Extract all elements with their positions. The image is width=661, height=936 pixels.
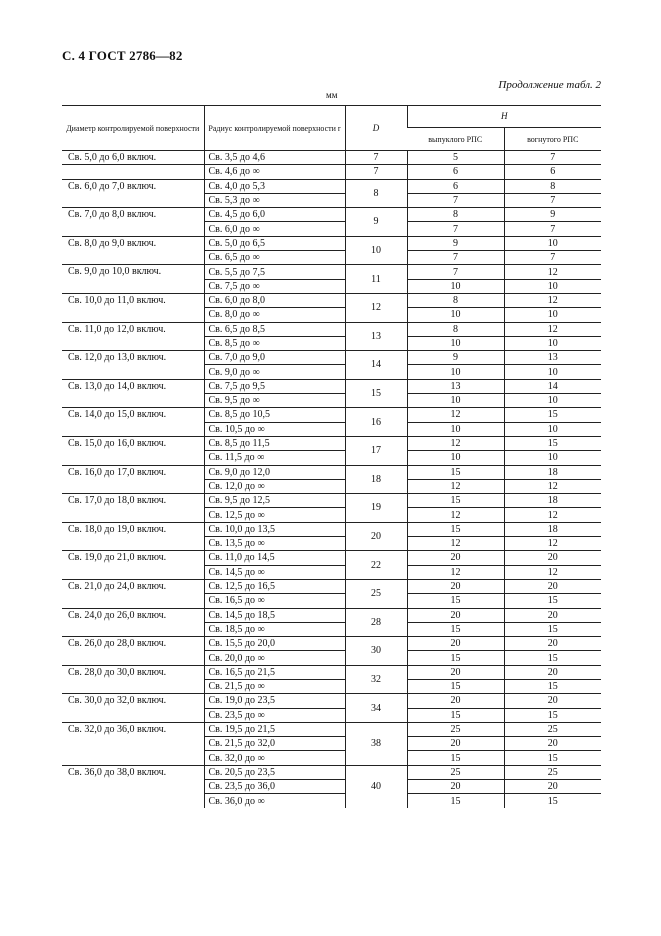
table-row — [62, 408, 601, 422]
cell-h-convex: 15 — [407, 751, 504, 765]
cell-h-convex: 25 — [407, 765, 504, 779]
cell-h-concave: 7 — [504, 251, 601, 265]
cell-h-convex: 20 — [407, 551, 504, 565]
cell-h-concave: 18 — [504, 494, 601, 508]
cell-h-convex: 6 — [407, 179, 504, 193]
cell-d: 12 — [345, 293, 407, 322]
cell-h-concave: 8 — [504, 179, 601, 193]
cell-h-concave: 15 — [504, 794, 601, 808]
table-continuation-label: Продолжение табл. 2 — [498, 79, 601, 91]
page-header: С. 4 ГОСТ 2786—82 — [62, 48, 183, 63]
cell-diameter: Св. 12,0 до 13,0 включ. — [62, 351, 204, 380]
cell-d: 22 — [345, 551, 407, 580]
cell-d: 15 — [345, 379, 407, 408]
cell-h-convex: 20 — [407, 694, 504, 708]
cell-d: 16 — [345, 408, 407, 437]
cell-h-concave: 15 — [504, 436, 601, 450]
cell-radius: Св. 4,6 до ∞ — [204, 165, 345, 179]
cell-radius: Св. 7,5 до ∞ — [204, 279, 345, 293]
cell-diameter: Св. 26,0 до 28,0 включ. — [62, 637, 204, 666]
cell-radius: Св. 5,3 до ∞ — [204, 193, 345, 207]
cell-d: 40 — [345, 765, 407, 807]
table-row — [62, 465, 601, 479]
cell-d: 32 — [345, 665, 407, 694]
cell-h-concave: 9 — [504, 208, 601, 222]
cell-h-convex: 12 — [407, 408, 504, 422]
cell-d: 18 — [345, 465, 407, 494]
cell-h-concave: 12 — [504, 293, 601, 307]
cell-h-concave: 20 — [504, 694, 601, 708]
cell-radius: Св. 9,0 до 12,0 — [204, 465, 345, 479]
cell-h-concave: 20 — [504, 780, 601, 794]
cell-radius: Св. 5,5 до 7,5 — [204, 265, 345, 279]
cell-h-convex: 20 — [407, 780, 504, 794]
cell-d: 20 — [345, 522, 407, 551]
cell-h-convex: 15 — [407, 794, 504, 808]
cell-h-convex: 10 — [407, 308, 504, 322]
table-row — [62, 165, 601, 179]
cell-h-concave: 12 — [504, 565, 601, 579]
cell-h-convex: 15 — [407, 494, 504, 508]
cell-d: 30 — [345, 637, 407, 666]
table-row — [62, 151, 601, 165]
cell-h-convex: 15 — [407, 622, 504, 636]
cell-h-convex: 6 — [407, 165, 504, 179]
cell-h-concave: 20 — [504, 637, 601, 651]
cell-h-concave: 15 — [504, 751, 601, 765]
cell-h-concave: 20 — [504, 737, 601, 751]
cell-d: 34 — [345, 694, 407, 723]
table-row — [62, 722, 601, 736]
table-row — [62, 608, 601, 622]
cell-h-convex: 7 — [407, 222, 504, 236]
table-body — [62, 151, 601, 808]
cell-h-concave: 13 — [504, 351, 601, 365]
cell-diameter: Св. 6,0 до 7,0 включ. — [62, 179, 204, 208]
cell-radius: Св. 20,5 до 23,5 — [204, 765, 345, 779]
cell-h-convex: 15 — [407, 522, 504, 536]
table-row — [62, 765, 601, 779]
table-row — [62, 379, 601, 393]
cell-radius: Св. 9,5 до ∞ — [204, 394, 345, 408]
cell-radius: Св. 7,5 до 9,5 — [204, 379, 345, 393]
cell-diameter: Св. 28,0 до 30,0 включ. — [62, 665, 204, 694]
cell-diameter: Св. 10,0 до 11,0 включ. — [62, 293, 204, 322]
cell-diameter: Св. 32,0 до 36,0 включ. — [62, 722, 204, 765]
table-row — [62, 579, 601, 593]
table-row — [62, 236, 601, 250]
cell-radius: Св. 4,5 до 6,0 — [204, 208, 345, 222]
cell-radius: Св. 5,0 до 6,5 — [204, 236, 345, 250]
cell-radius: Св. 36,0 до ∞ — [204, 794, 345, 808]
cell-h-concave: 20 — [504, 608, 601, 622]
cell-h-concave: 10 — [504, 279, 601, 293]
cell-h-concave: 10 — [504, 336, 601, 350]
cell-d: 7 — [345, 151, 407, 165]
cell-h-concave: 15 — [504, 622, 601, 636]
cell-h-convex: 7 — [407, 251, 504, 265]
cell-h-concave: 25 — [504, 722, 601, 736]
table-row — [62, 265, 601, 279]
header-h-convex: выпуклого РПС — [407, 128, 504, 151]
cell-diameter: Св. 11,0 до 12,0 включ. — [62, 322, 204, 351]
cell-diameter: Св. 15,0 до 16,0 включ. — [62, 436, 204, 465]
cell-radius: Св. 12,0 до ∞ — [204, 479, 345, 493]
cell-diameter: Св. 19,0 до 21,0 включ. — [62, 551, 204, 580]
cell-h-concave: 10 — [504, 308, 601, 322]
table-row — [62, 293, 601, 307]
cell-h-convex: 20 — [407, 608, 504, 622]
cell-d: 9 — [345, 208, 407, 237]
cell-radius: Св. 14,5 до 18,5 — [204, 608, 345, 622]
cell-h-concave: 15 — [504, 651, 601, 665]
cell-d: 25 — [345, 579, 407, 608]
table-row — [62, 551, 601, 565]
cell-h-convex: 10 — [407, 422, 504, 436]
cell-h-convex: 8 — [407, 322, 504, 336]
table-row — [62, 436, 601, 450]
cell-radius: Св. 19,5 до 21,5 — [204, 722, 345, 736]
cell-radius: Св. 32,0 до ∞ — [204, 751, 345, 765]
header-radius: Радиус контролируемой поверхности r — [204, 106, 345, 151]
cell-h-concave: 15 — [504, 679, 601, 693]
table-row — [62, 322, 601, 336]
cell-h-convex: 20 — [407, 579, 504, 593]
table-row — [62, 665, 601, 679]
cell-h-concave: 18 — [504, 465, 601, 479]
cell-h-concave: 10 — [504, 236, 601, 250]
cell-radius: Св. 6,0 до 8,0 — [204, 293, 345, 307]
cell-radius: Св. 21,5 до 32,0 — [204, 737, 345, 751]
cell-h-concave: 10 — [504, 394, 601, 408]
cell-h-convex: 15 — [407, 465, 504, 479]
cell-h-convex: 20 — [407, 637, 504, 651]
cell-h-convex: 12 — [407, 479, 504, 493]
cell-diameter: Св. 21,0 до 24,0 включ. — [62, 579, 204, 608]
cell-radius: Св. 19,0 до 23,5 — [204, 694, 345, 708]
table-row — [62, 208, 601, 222]
cell-d: 19 — [345, 494, 407, 523]
cell-h-convex: 15 — [407, 651, 504, 665]
cell-d: 28 — [345, 608, 407, 637]
table-row — [62, 522, 601, 536]
cell-h-convex: 15 — [407, 679, 504, 693]
cell-diameter: Св. 24,0 до 26,0 включ. — [62, 608, 204, 637]
cell-d: 11 — [345, 265, 407, 294]
cell-radius: Св. 6,5 до 8,5 — [204, 322, 345, 336]
cell-h-convex: 9 — [407, 351, 504, 365]
cell-h-concave: 12 — [504, 537, 601, 551]
cell-h-concave: 20 — [504, 551, 601, 565]
header-diameter: Диаметр контролируемой поверхности — [62, 106, 204, 151]
cell-h-convex: 8 — [407, 208, 504, 222]
cell-radius: Св. 12,5 до ∞ — [204, 508, 345, 522]
cell-radius: Св. 16,5 до ∞ — [204, 594, 345, 608]
cell-radius: Св. 7,0 до 9,0 — [204, 351, 345, 365]
cell-radius: Св. 15,5 до 20,0 — [204, 637, 345, 651]
cell-h-convex: 13 — [407, 379, 504, 393]
cell-diameter: Св. 5,0 до 6,0 включ. — [62, 151, 204, 165]
cell-radius: Св. 8,5 до 11,5 — [204, 436, 345, 450]
cell-radius: Св. 14,5 до ∞ — [204, 565, 345, 579]
cell-radius: Св. 20,0 до ∞ — [204, 651, 345, 665]
cell-h-concave: 10 — [504, 422, 601, 436]
cell-d: 7 — [345, 165, 407, 179]
cell-h-concave: 7 — [504, 193, 601, 207]
cell-d: 13 — [345, 322, 407, 351]
cell-d: 17 — [345, 436, 407, 465]
cell-diameter: Св. 30,0 до 32,0 включ. — [62, 694, 204, 723]
cell-radius: Св. 4,0 до 5,3 — [204, 179, 345, 193]
cell-radius: Св. 23,5 до 36,0 — [204, 780, 345, 794]
cell-h-convex: 8 — [407, 293, 504, 307]
table-row — [62, 179, 601, 193]
table-row — [62, 494, 601, 508]
cell-d: 10 — [345, 236, 407, 265]
units-label: мм — [326, 90, 338, 100]
cell-h-concave: 25 — [504, 765, 601, 779]
cell-radius: Св. 12,5 до 16,5 — [204, 579, 345, 593]
table-row — [62, 351, 601, 365]
gauge-dimensions-table — [62, 105, 601, 808]
cell-h-convex: 12 — [407, 565, 504, 579]
cell-h-concave: 15 — [504, 708, 601, 722]
cell-h-concave: 18 — [504, 522, 601, 536]
cell-h-convex: 25 — [407, 722, 504, 736]
cell-h-concave: 6 — [504, 165, 601, 179]
table-row — [62, 694, 601, 708]
cell-diameter: Св. 16,0 до 17,0 включ. — [62, 465, 204, 494]
cell-h-convex: 10 — [407, 451, 504, 465]
cell-radius: Св. 3,5 до 4,6 — [204, 151, 345, 165]
cell-h-concave: 7 — [504, 151, 601, 165]
cell-h-concave: 12 — [504, 508, 601, 522]
cell-radius: Св. 6,5 до ∞ — [204, 251, 345, 265]
cell-h-concave: 10 — [504, 451, 601, 465]
cell-radius: Св. 11,5 до ∞ — [204, 451, 345, 465]
cell-h-convex: 20 — [407, 737, 504, 751]
cell-radius: Св. 8,0 до ∞ — [204, 308, 345, 322]
header-h: H — [407, 106, 601, 128]
cell-radius: Св. 18,5 до ∞ — [204, 622, 345, 636]
cell-h-convex: 12 — [407, 508, 504, 522]
cell-h-convex: 10 — [407, 279, 504, 293]
cell-radius: Св. 10,0 до 13,5 — [204, 522, 345, 536]
cell-h-concave: 15 — [504, 408, 601, 422]
cell-h-convex: 15 — [407, 708, 504, 722]
cell-h-concave: 12 — [504, 322, 601, 336]
cell-radius: Св. 9,0 до ∞ — [204, 365, 345, 379]
cell-diameter: Св. 7,0 до 8,0 включ. — [62, 208, 204, 237]
cell-d: 8 — [345, 179, 407, 208]
cell-radius: Св. 6,0 до ∞ — [204, 222, 345, 236]
table-row — [62, 637, 601, 651]
cell-h-convex: 12 — [407, 537, 504, 551]
cell-diameter — [62, 165, 204, 179]
cell-h-convex: 5 — [407, 151, 504, 165]
cell-h-concave: 12 — [504, 265, 601, 279]
cell-radius: Св. 21,5 до ∞ — [204, 679, 345, 693]
cell-h-convex: 7 — [407, 193, 504, 207]
cell-radius: Св. 8,5 до 10,5 — [204, 408, 345, 422]
cell-h-convex: 10 — [407, 394, 504, 408]
cell-radius: Св. 10,5 до ∞ — [204, 422, 345, 436]
header-h-concave: вогнутого РПС — [504, 128, 601, 151]
cell-h-concave: 20 — [504, 579, 601, 593]
cell-diameter: Св. 8,0 до 9,0 включ. — [62, 236, 204, 265]
cell-h-concave: 12 — [504, 479, 601, 493]
cell-radius: Св. 9,5 до 12,5 — [204, 494, 345, 508]
cell-diameter: Св. 18,0 до 19,0 включ. — [62, 522, 204, 551]
cell-diameter: Св. 17,0 до 18,0 включ. — [62, 494, 204, 523]
cell-h-convex: 20 — [407, 665, 504, 679]
cell-h-concave: 10 — [504, 365, 601, 379]
cell-h-convex: 7 — [407, 265, 504, 279]
header-d: D — [345, 106, 407, 151]
cell-diameter: Св. 14,0 до 15,0 включ. — [62, 408, 204, 437]
cell-diameter: Св. 9,0 до 10,0 включ. — [62, 265, 204, 294]
cell-d: 38 — [345, 722, 407, 765]
cell-radius: Св. 8,5 до ∞ — [204, 336, 345, 350]
cell-diameter: Св. 36,0 до 38,0 включ. — [62, 765, 204, 807]
cell-h-convex: 10 — [407, 365, 504, 379]
cell-radius: Св. 16,5 до 21,5 — [204, 665, 345, 679]
cell-h-convex: 15 — [407, 594, 504, 608]
cell-radius: Св. 13,5 до ∞ — [204, 537, 345, 551]
cell-h-concave: 7 — [504, 222, 601, 236]
cell-h-concave: 14 — [504, 379, 601, 393]
cell-h-convex: 10 — [407, 336, 504, 350]
cell-h-convex: 9 — [407, 236, 504, 250]
cell-diameter: Св. 13,0 до 14,0 включ. — [62, 379, 204, 408]
cell-d: 14 — [345, 351, 407, 380]
cell-h-convex: 12 — [407, 436, 504, 450]
cell-radius: Св. 11,0 до 14,5 — [204, 551, 345, 565]
cell-h-concave: 15 — [504, 594, 601, 608]
cell-h-concave: 20 — [504, 665, 601, 679]
cell-radius: Св. 23,5 до ∞ — [204, 708, 345, 722]
